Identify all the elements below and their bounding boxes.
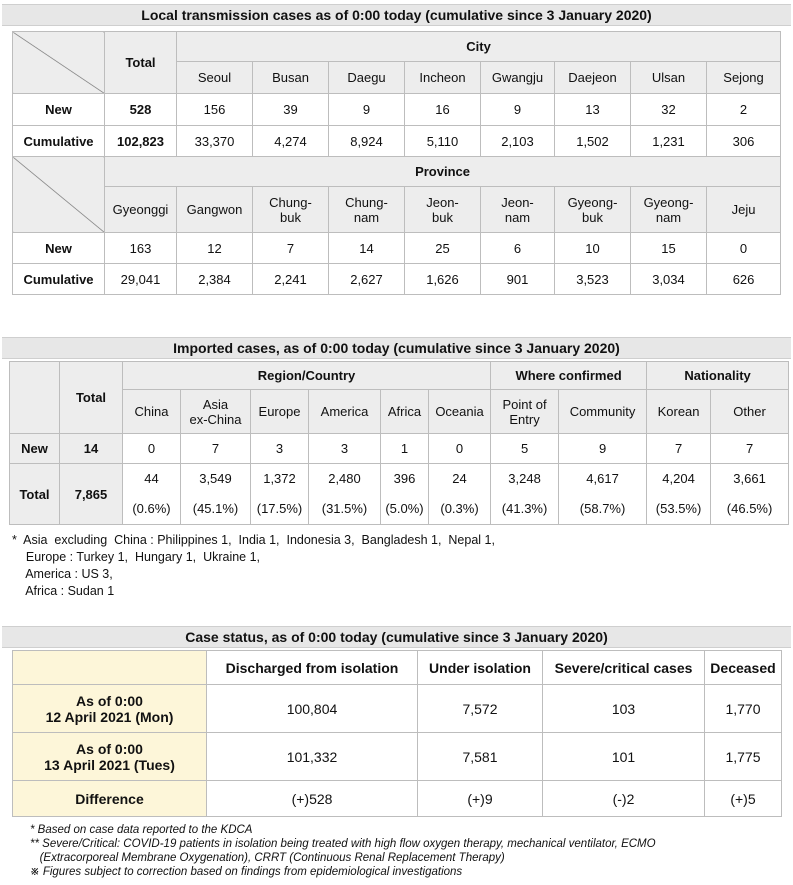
total-cumulative-value: 102,823: [105, 126, 177, 157]
local-section-title: Local transmission cases as of 0:00 today (cumulative since 3 January 2020): [2, 4, 791, 26]
city-name: Seoul: [177, 62, 253, 94]
status-corner-cell: [13, 651, 207, 685]
total-new-value: 528: [105, 94, 177, 126]
city-name: Ulsan: [631, 62, 707, 94]
province-cumulative-value: 3,523: [555, 264, 631, 295]
total-header: Total: [105, 32, 177, 94]
imported-total-total: 7,865: [60, 464, 123, 525]
imported-table: [9, 361, 789, 525]
province-name: Gyeong- buk: [555, 187, 631, 233]
province-name: Jeju: [707, 187, 781, 233]
province-name: Gyeonggi: [105, 187, 177, 233]
province-new-value: 163: [105, 233, 177, 264]
imported-note-line: * Asia excluding China : Philippines 1, India 1, Indonesia 3, Bangladesh 1, Nepal 1,: [12, 533, 495, 547]
city-name: Busan: [253, 62, 329, 94]
difference-value: (-)2: [543, 781, 705, 817]
row-label-cumulative: Cumulative: [13, 126, 105, 157]
imported-total-value: 4,617 (58.7%): [559, 464, 647, 525]
imported-new-value: 0: [429, 434, 491, 464]
footnote-line: ** Severe/Critical: COVID-19 patients in isolation being treated with high flow oxygen therapy, mechanical ventilator, ECMO: [30, 838, 656, 850]
imported-new-value: 3: [309, 434, 381, 464]
imported-new-value: 7: [647, 434, 711, 464]
city-header: City: [177, 32, 781, 62]
city-cumulative-value: 306: [707, 126, 781, 157]
province-cumulative-value: 1,626: [405, 264, 481, 295]
footnote-line: (Extracorporeal Membrane Oxygenation), CRRT (Continuous Renal Replacement Therapy): [30, 852, 505, 864]
status-header: Deceased: [705, 651, 782, 685]
city-cumulative-value: 33,370: [177, 126, 253, 157]
imported-column-name: Asia ex-China: [181, 390, 251, 434]
status-value: 7,572: [418, 685, 543, 733]
imported-row-label-total: Total: [10, 464, 60, 525]
city-cumulative-value: 8,924: [329, 126, 405, 157]
imported-new-value: 1: [381, 434, 429, 464]
imported-new-value: 7: [711, 434, 789, 464]
imported-new-value: 3: [251, 434, 309, 464]
imported-notes: [12, 532, 495, 600]
where-confirmed-header: Where confirmed: [491, 362, 647, 390]
imported-total-value: 2,480 (31.5%): [309, 464, 381, 525]
imported-new-value: 0: [123, 434, 181, 464]
city-cumulative-value: 1,231: [631, 126, 707, 157]
city-new-value: 9: [481, 94, 555, 126]
status-value: 1,775: [705, 733, 782, 781]
imported-column-name: Korean: [647, 390, 711, 434]
city-new-value: 16: [405, 94, 481, 126]
city-cumulative-value: 2,103: [481, 126, 555, 157]
imported-column-name: Europe: [251, 390, 309, 434]
region-country-header: Region/Country: [123, 362, 491, 390]
imported-note-line: Africa : Sudan 1: [12, 584, 115, 598]
row-label-new: New: [13, 233, 105, 264]
status-header: Under isolation: [418, 651, 543, 685]
province-new-value: 10: [555, 233, 631, 264]
imported-new-value: 9: [559, 434, 647, 464]
imported-column-name: Community: [559, 390, 647, 434]
city-name: Daejeon: [555, 62, 631, 94]
imported-total-value: 3,549 (45.1%): [181, 464, 251, 525]
row-label-cumulative: Cumulative: [13, 264, 105, 295]
imported-row-label-new: New: [10, 434, 60, 464]
province-cumulative-value: 626: [707, 264, 781, 295]
difference-value: (+)5: [705, 781, 782, 817]
difference-value: (+)528: [207, 781, 418, 817]
imported-corner-cell: [10, 362, 60, 434]
local-city-table: [12, 31, 781, 157]
status-footnotes: [30, 823, 656, 879]
province-new-value: 6: [481, 233, 555, 264]
imported-section-title: Imported cases, as of 0:00 today (cumulative since 3 January 2020): [2, 337, 791, 359]
province-new-value: 15: [631, 233, 707, 264]
imported-new-value: 7: [181, 434, 251, 464]
status-value: 101: [543, 733, 705, 781]
province-cumulative-value: 901: [481, 264, 555, 295]
province-cumulative-value: 2,384: [177, 264, 253, 295]
province-name: Chung- buk: [253, 187, 329, 233]
status-header: Discharged from isolation: [207, 651, 418, 685]
city-cumulative-value: 1,502: [555, 126, 631, 157]
city-name: Gwangju: [481, 62, 555, 94]
imported-new-value: 5: [491, 434, 559, 464]
case-status-table: [12, 650, 782, 817]
province-cumulative-value: 3,034: [631, 264, 707, 295]
imported-total-value: 3,248 (41.3%): [491, 464, 559, 525]
imported-total-value: 3,661 (46.5%): [711, 464, 789, 525]
city-name: Daegu: [329, 62, 405, 94]
diagonal-header-cell: [13, 32, 105, 94]
status-section-title: Case status, as of 0:00 today (cumulative since 3 January 2020): [2, 626, 791, 648]
status-value: 7,581: [418, 733, 543, 781]
imported-column-name: Oceania: [429, 390, 491, 434]
imported-column-name: Africa: [381, 390, 429, 434]
province-cumulative-value: 2,241: [253, 264, 329, 295]
imported-total-value: 44 (0.6%): [123, 464, 181, 525]
imported-note-line: America : US 3,: [12, 567, 113, 581]
province-cumulative-value: 29,041: [105, 264, 177, 295]
difference-value: (+)9: [418, 781, 543, 817]
city-cumulative-value: 4,274: [253, 126, 329, 157]
province-cumulative-value: 2,627: [329, 264, 405, 295]
imported-column-name: Point of Entry: [491, 390, 559, 434]
city-new-value: 9: [329, 94, 405, 126]
city-cumulative-value: 5,110: [405, 126, 481, 157]
imported-column-name: Other: [711, 390, 789, 434]
status-row-label: As of 0:00 12 April 2021 (Mon): [13, 685, 207, 733]
footnote-line: * Based on case data reported to the KDCA: [30, 824, 253, 836]
province-new-value: 25: [405, 233, 481, 264]
province-name: Gangwon: [177, 187, 253, 233]
footnote-line: ※ Figures subject to correction based on findings from epidemiological investigations: [30, 866, 463, 878]
status-value: 100,804: [207, 685, 418, 733]
city-new-value: 2: [707, 94, 781, 126]
status-header: Severe/critical cases: [543, 651, 705, 685]
imported-total-new: 14: [60, 434, 123, 464]
province-new-value: 12: [177, 233, 253, 264]
province-name: Jeon- nam: [481, 187, 555, 233]
province-name: Chung- nam: [329, 187, 405, 233]
imported-column-name: America: [309, 390, 381, 434]
imported-note-line: Europe : Turkey 1, Hungary 1, Ukraine 1,: [12, 550, 261, 564]
imported-total-value: 24 (0.3%): [429, 464, 491, 525]
province-new-value: 0: [707, 233, 781, 264]
diagonal-header-cell: [13, 157, 105, 233]
province-new-value: 7: [253, 233, 329, 264]
imported-total-value: 396 (5.0%): [381, 464, 429, 525]
city-name: Sejong: [707, 62, 781, 94]
status-value: 101,332: [207, 733, 418, 781]
difference-label: Difference: [13, 781, 207, 817]
nationality-header: Nationality: [647, 362, 789, 390]
city-new-value: 32: [631, 94, 707, 126]
local-province-table: [12, 156, 781, 295]
imported-column-name: China: [123, 390, 181, 434]
city-new-value: 39: [253, 94, 329, 126]
province-new-value: 14: [329, 233, 405, 264]
imported-total-value: 4,204 (53.5%): [647, 464, 711, 525]
province-header: Province: [105, 157, 781, 187]
city-name: Incheon: [405, 62, 481, 94]
city-new-value: 156: [177, 94, 253, 126]
status-value: 103: [543, 685, 705, 733]
city-new-value: 13: [555, 94, 631, 126]
status-value: 1,770: [705, 685, 782, 733]
row-label-new: New: [13, 94, 105, 126]
imported-total-value: 1,372 (17.5%): [251, 464, 309, 525]
status-row-label: As of 0:00 13 April 2021 (Tues): [13, 733, 207, 781]
imported-total-header: Total: [60, 362, 123, 434]
province-name: Jeon- buk: [405, 187, 481, 233]
province-name: Gyeong- nam: [631, 187, 707, 233]
